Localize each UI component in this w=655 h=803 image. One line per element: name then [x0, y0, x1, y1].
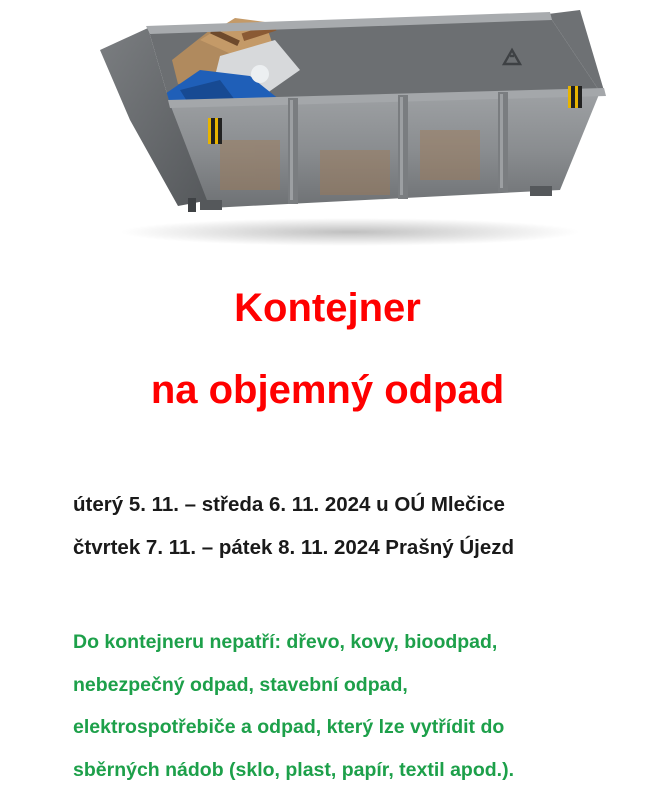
schedule-date-1: úterý 5. 11. – středa 6. 11. 2024 u OÚ Mlečice	[73, 493, 505, 516]
notice-line: nebezpečný odpad, stavební odpad,	[73, 673, 408, 696]
excluded-waste-notice	[73, 621, 633, 791]
hazard-stripes-right	[568, 86, 582, 108]
notice-line: Do kontejneru nepatří: dřevo, kovy, bioodpad,	[73, 631, 498, 653]
notice-line: sběrných nádob (sklo, plast, papír, textil apod.).	[73, 758, 514, 781]
notice-line: elektrospotřebiče a odpad, který lze vytřídit do	[73, 716, 505, 738]
title-line-1: Kontejner	[234, 286, 421, 330]
title-line-2: na objemný odpad	[150, 368, 505, 412]
schedule-date-2: čtvrtek 7. 11. – pátek 8. 11. 2024 Prašný Újezd	[73, 536, 515, 559]
hazard-stripes-left	[208, 118, 222, 144]
waste-skip-container-icon	[60, 0, 620, 250]
